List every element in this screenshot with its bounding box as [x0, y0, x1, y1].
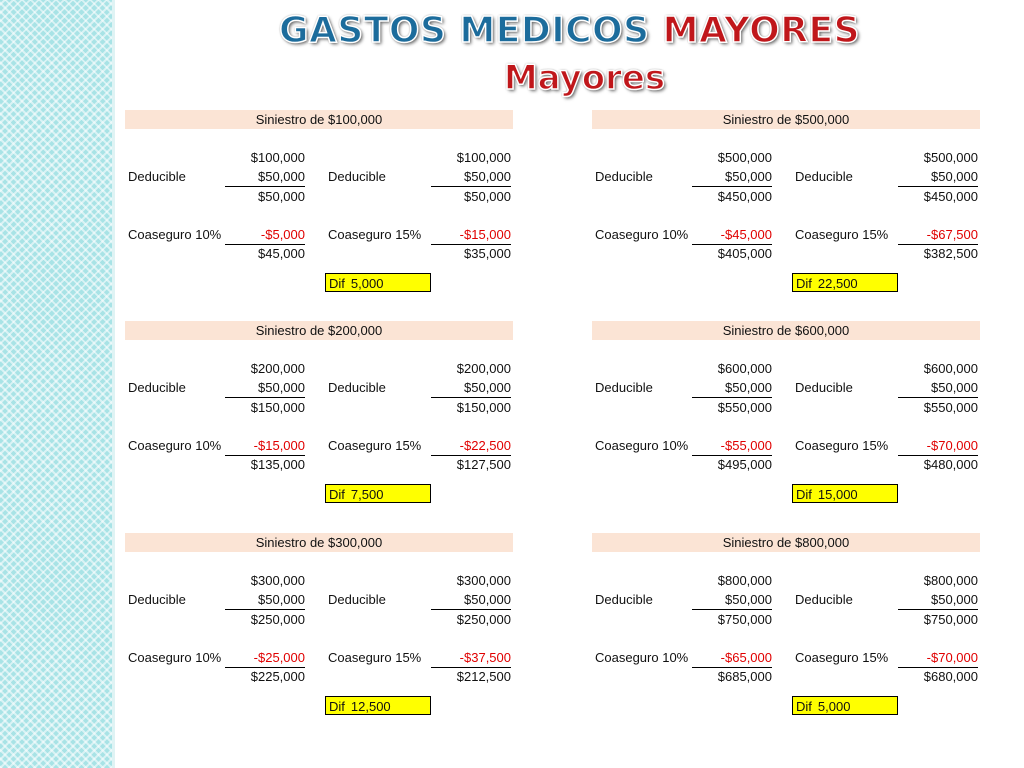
- coaseguro-label-15: Coaseguro 15%: [328, 650, 422, 665]
- subtotal-15: $150,000: [456, 400, 511, 415]
- difference-box: [792, 484, 898, 503]
- total-15: $35,000: [464, 246, 511, 261]
- deducible-label-10: Deducible: [128, 592, 186, 607]
- difference-value: 22,500: [817, 276, 858, 291]
- total-15: $382,500: [923, 246, 978, 261]
- deducible-label-15: Deducible: [795, 169, 853, 184]
- claim-header: Siniestro de $300,000: [125, 533, 513, 552]
- claim-block: [592, 533, 980, 733]
- coaseguro-label-15: Coaseguro 15%: [795, 650, 889, 665]
- claim-amount-10: $500,000: [717, 150, 772, 165]
- claim-amount-10: $200,000: [250, 361, 305, 376]
- deducible-value-10: $50,000: [692, 590, 772, 610]
- difference-box: [792, 696, 898, 715]
- slide-subtitle: Mayores: [503, 58, 666, 98]
- claim-amount-10: $600,000: [717, 361, 772, 376]
- claim-block: [592, 321, 980, 521]
- deducible-label-15: Deducible: [795, 380, 853, 395]
- total-15: $680,000: [923, 669, 978, 684]
- deducible-value-10: $50,000: [225, 167, 305, 187]
- claim-header: Siniestro de $100,000: [125, 110, 513, 129]
- claim-header: Siniestro de $800,000: [592, 533, 980, 552]
- deducible-value-15: $50,000: [431, 590, 511, 610]
- claim-amount-15: $500,000: [923, 150, 978, 165]
- difference-label: Dif: [329, 487, 345, 502]
- difference-box: [792, 273, 898, 292]
- deducible-label-15: Deducible: [328, 380, 386, 395]
- coaseguro-label-10: Coaseguro 10%: [128, 227, 222, 242]
- deducible-label-15: Deducible: [795, 592, 853, 607]
- total-10: $225,000: [250, 669, 305, 684]
- coaseguro-label-10: Coaseguro 10%: [595, 227, 689, 242]
- deducible-value-15: $50,000: [431, 378, 511, 398]
- deducible-value-10: $50,000: [225, 590, 305, 610]
- subtotal-15: $250,000: [456, 612, 511, 627]
- coaseguro-label-10: Coaseguro 10%: [128, 438, 222, 453]
- claim-header: Siniestro de $600,000: [592, 321, 980, 340]
- claim-amount-15: $600,000: [923, 361, 978, 376]
- deducible-label-10: Deducible: [595, 592, 653, 607]
- difference-value: 15,000: [817, 487, 858, 502]
- deducible-value-10: $50,000: [692, 378, 772, 398]
- claim-amount-15: $200,000: [456, 361, 511, 376]
- claim-amount-10: $300,000: [250, 573, 305, 588]
- coaseguro-value-10: -$65,000: [692, 648, 772, 668]
- difference-value: 5,000: [817, 699, 851, 714]
- total-15: $480,000: [923, 457, 978, 472]
- claim-amount-15: $100,000: [456, 150, 511, 165]
- claim-amount-10: $800,000: [717, 573, 772, 588]
- difference-value: 5,000: [350, 276, 384, 291]
- deducible-value-15: $50,000: [898, 590, 978, 610]
- coaseguro-value-15: -$70,000: [898, 436, 978, 456]
- deducible-label-10: Deducible: [595, 380, 653, 395]
- deducible-label-10: Deducible: [128, 380, 186, 395]
- subtotal-10: $50,000: [258, 189, 305, 204]
- total-10: $135,000: [250, 457, 305, 472]
- deducible-value-15: $50,000: [898, 167, 978, 187]
- deducible-value-10: $50,000: [692, 167, 772, 187]
- subtotal-15: $50,000: [464, 189, 511, 204]
- side-strip-edge: [112, 0, 115, 768]
- claim-block: [125, 533, 513, 733]
- subtotal-10: $250,000: [250, 612, 305, 627]
- subtotal-15: $750,000: [923, 612, 978, 627]
- subtotal-10: $150,000: [250, 400, 305, 415]
- coaseguro-label-10: Coaseguro 10%: [595, 650, 689, 665]
- coaseguro-label-15: Coaseguro 15%: [795, 438, 889, 453]
- deducible-value-15: $50,000: [898, 378, 978, 398]
- difference-label: Dif: [796, 276, 812, 291]
- subtotal-10: $750,000: [717, 612, 772, 627]
- claim-amount-10: $100,000: [250, 150, 305, 165]
- claim-block: [125, 110, 513, 310]
- difference-box: [325, 273, 431, 292]
- total-10: $495,000: [717, 457, 772, 472]
- coaseguro-label-10: Coaseguro 10%: [595, 438, 689, 453]
- total-15: $127,500: [456, 457, 511, 472]
- slide-title: [115, 10, 1024, 51]
- subtotal-10: $450,000: [717, 189, 772, 204]
- total-10: $45,000: [258, 246, 305, 261]
- coaseguro-value-15: -$22,500: [431, 436, 511, 456]
- difference-label: Dif: [329, 699, 345, 714]
- coaseguro-label-15: Coaseguro 15%: [328, 438, 422, 453]
- deducible-value-15: $50,000: [431, 167, 511, 187]
- deducible-label-10: Deducible: [595, 169, 653, 184]
- coaseguro-value-10: -$45,000: [692, 225, 772, 245]
- title-part-2: MAYORES: [662, 10, 861, 51]
- coaseguro-value-10: -$5,000: [225, 225, 305, 245]
- claim-header: Siniestro de $500,000: [592, 110, 980, 129]
- claim-block: [125, 321, 513, 521]
- difference-value: 12,500: [350, 699, 391, 714]
- coaseguro-value-15: -$67,500: [898, 225, 978, 245]
- coaseguro-value-15: -$15,000: [431, 225, 511, 245]
- claim-block: [592, 110, 980, 310]
- total-10: $405,000: [717, 246, 772, 261]
- coaseguro-value-15: -$70,000: [898, 648, 978, 668]
- difference-box: [325, 484, 431, 503]
- difference-label: Dif: [329, 276, 345, 291]
- difference-label: Dif: [796, 487, 812, 502]
- subtotal-15: $450,000: [923, 189, 978, 204]
- coaseguro-value-10: -$25,000: [225, 648, 305, 668]
- total-15: $212,500: [456, 669, 511, 684]
- coaseguro-value-10: -$15,000: [225, 436, 305, 456]
- difference-label: Dif: [796, 699, 812, 714]
- claim-amount-15: $300,000: [456, 573, 511, 588]
- coaseguro-label-15: Coaseguro 15%: [328, 227, 422, 242]
- title-part-1: GASTOS MEDICOS: [278, 10, 650, 51]
- deducible-label-10: Deducible: [128, 169, 186, 184]
- difference-value: 7,500: [350, 487, 384, 502]
- coaseguro-value-10: -$55,000: [692, 436, 772, 456]
- deducible-label-15: Deducible: [328, 592, 386, 607]
- claim-amount-15: $800,000: [923, 573, 978, 588]
- deducible-label-15: Deducible: [328, 169, 386, 184]
- coaseguro-value-15: -$37,500: [431, 648, 511, 668]
- difference-box: [325, 696, 431, 715]
- subtotal-15: $550,000: [923, 400, 978, 415]
- subtotal-10: $550,000: [717, 400, 772, 415]
- claim-header: Siniestro de $200,000: [125, 321, 513, 340]
- coaseguro-label-15: Coaseguro 15%: [795, 227, 889, 242]
- decorative-side-strip: [0, 0, 112, 768]
- total-10: $685,000: [717, 669, 772, 684]
- coaseguro-label-10: Coaseguro 10%: [128, 650, 222, 665]
- deducible-value-10: $50,000: [225, 378, 305, 398]
